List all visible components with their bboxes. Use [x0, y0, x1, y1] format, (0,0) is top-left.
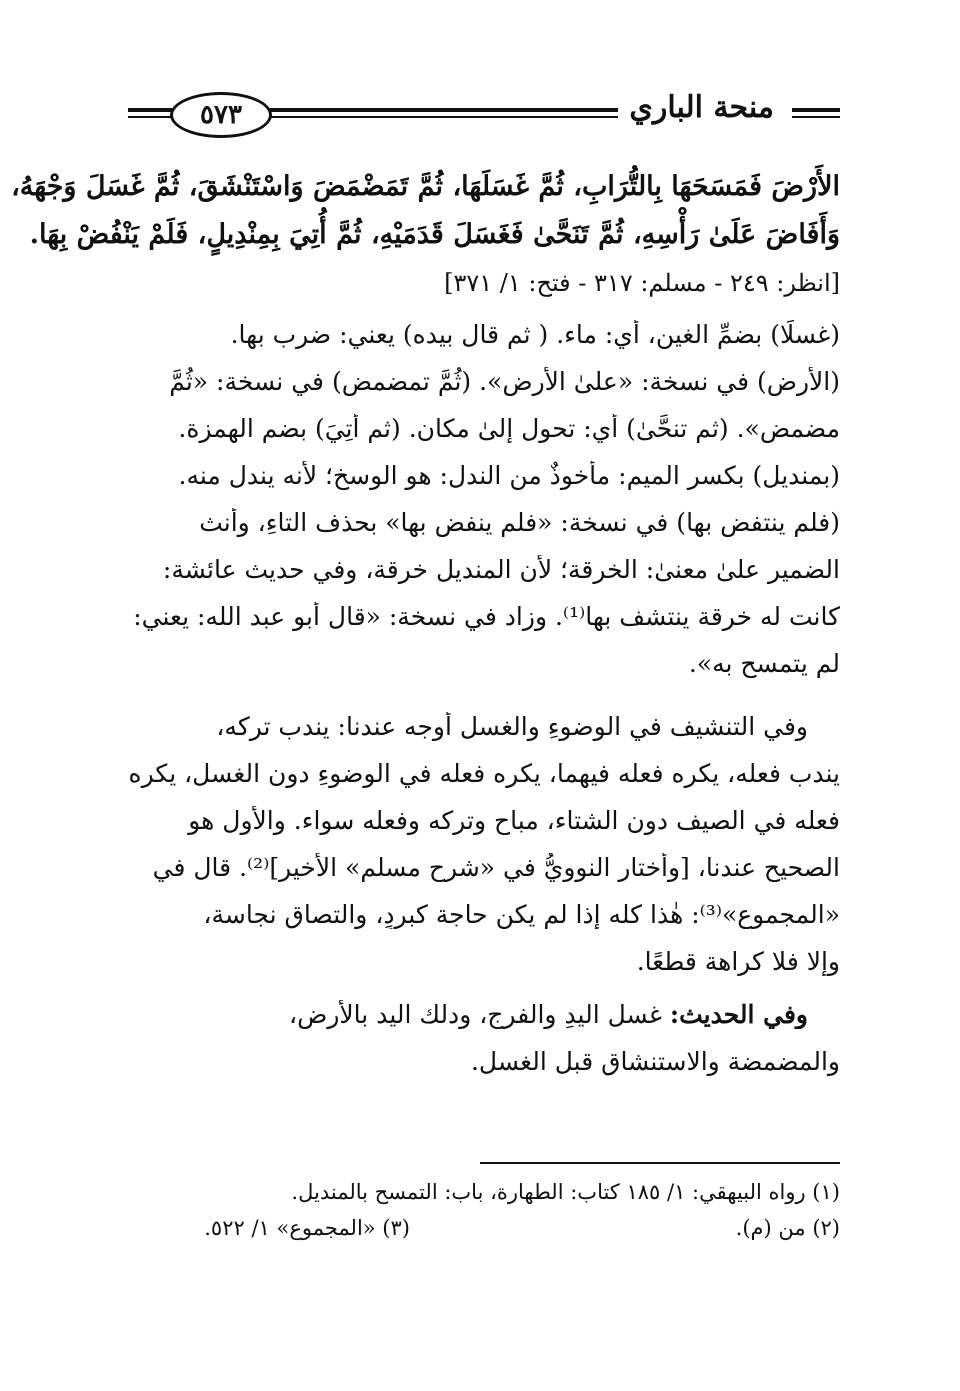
book-title: منحة الباري [629, 90, 774, 125]
page-number: ٥٧٣ [200, 100, 242, 130]
footnote-2: (٢) من (م). [735, 1216, 840, 1240]
hadith-reference: [انظر: ٢٤٩ - مسلم: ٣١٧ - فتح: ١/ ٣٧١] [444, 269, 840, 297]
text-line: الصحيح عندنا، [وأختار النوويُّ في «شرح مسلم» الأخير]⁽²⁾. قال في [152, 853, 840, 882]
text-fragment: غسل اليدِ والفرج، ودلك اليد بالأرض، [289, 1000, 670, 1029]
header-rule-right-thin [792, 116, 840, 118]
header-rule-left [128, 108, 172, 112]
text-line: فعله في الصيف دون الشتاء، مباح وتركه وفعله سواء. والأول هو [188, 806, 840, 835]
page-number-badge [170, 92, 272, 138]
hadith-line: الأَرْضَ فَمَسَحَهَا بِالتُّرَابِ، ثُمَّ غَسَلَهَا، ثُمَّ تَمَضْمَضَ وَاسْتَنْشَقَ، ثُمَّ غَسَلَ وَجْهَهُ، [11, 171, 840, 202]
text-line: (بمنديل) بكسر الميم: مأخوذٌ من الندل: هو الوسخ؛ لأنه يندل منه. [178, 461, 840, 490]
header-rule-left-thin [128, 116, 172, 118]
text-line: يندب فعله، يكره فعله فيهما، يكره فعله في الوضوءِ دون الغسل، يكره [128, 759, 840, 788]
footnote-3: (٣) «المجموع» ١/ ٥٢٢. [204, 1216, 410, 1240]
text-line: مضمض». (ثم تنحَّىٰ) أي: تحول إلىٰ مكان. (ثم أُتِيَ) بضم الهمزة. [178, 414, 840, 443]
text-line: الضمير علىٰ معنىٰ: الخرقة؛ لأن المنديل خرقة، وفي حديث عائشة: [162, 555, 840, 584]
text-line: (فلم ينتفض بها) في نسخة: «فلم ينفض بها» بحذف التاءِ، وأنث [199, 508, 840, 537]
text-line: والمضمضة والاستنشاق قبل الغسل. [470, 1047, 840, 1076]
text-line: وإلا فلا كراهة قطعًا. [636, 947, 840, 976]
text-line: (الأرض) في نسخة: «علىٰ الأرض». (ثُمَّ تمضمض) في نسخة: «ثُمَّ [169, 367, 840, 396]
text-line: (غسلًا) بضمِّ الغين، أي: ماء. ( ثم قال بيده) يعني: ضرب بها. [230, 320, 840, 349]
footnote-1: (١) رواه البيهقي: ١/ ١٨٥ كتاب: الطهارة، باب: التمسح بالمنديل. [291, 1180, 840, 1204]
text-line: «المجموع»⁽³⁾: هٰذا كله إذا لم يكن حاجة كبردٍ، والتصاق نجاسة، [203, 900, 840, 929]
section-label: وفي الحديث: [669, 1000, 808, 1029]
header-rule-middle [266, 108, 618, 112]
header-rule-middle-thin [266, 116, 618, 118]
header-rule-right [792, 108, 840, 112]
text-line: وفي التنشيف في الوضوءِ والغسل أوجه عندنا: يندب تركه، [216, 712, 808, 741]
footnote-separator [480, 1162, 840, 1164]
text-line [120, 1000, 840, 1029]
page-header [128, 88, 840, 144]
text-line: كانت له خرقة ينتشف بها⁽¹⁾. وزاد في نسخة: «قال أبو عبد الله: يعني: [133, 602, 840, 631]
text-line: لم يتمسح به». [688, 649, 840, 678]
hadith-line: وَأَفَاضَ عَلَىٰ رَأْسِهِ، ثُمَّ تَنَحَّىٰ فَغَسَلَ قَدَمَيْهِ، ثُمَّ أُتِيَ بِمِنْدِيلٍ، فَلَمْ يَنْفُضْ بِهَا. [29, 219, 840, 250]
